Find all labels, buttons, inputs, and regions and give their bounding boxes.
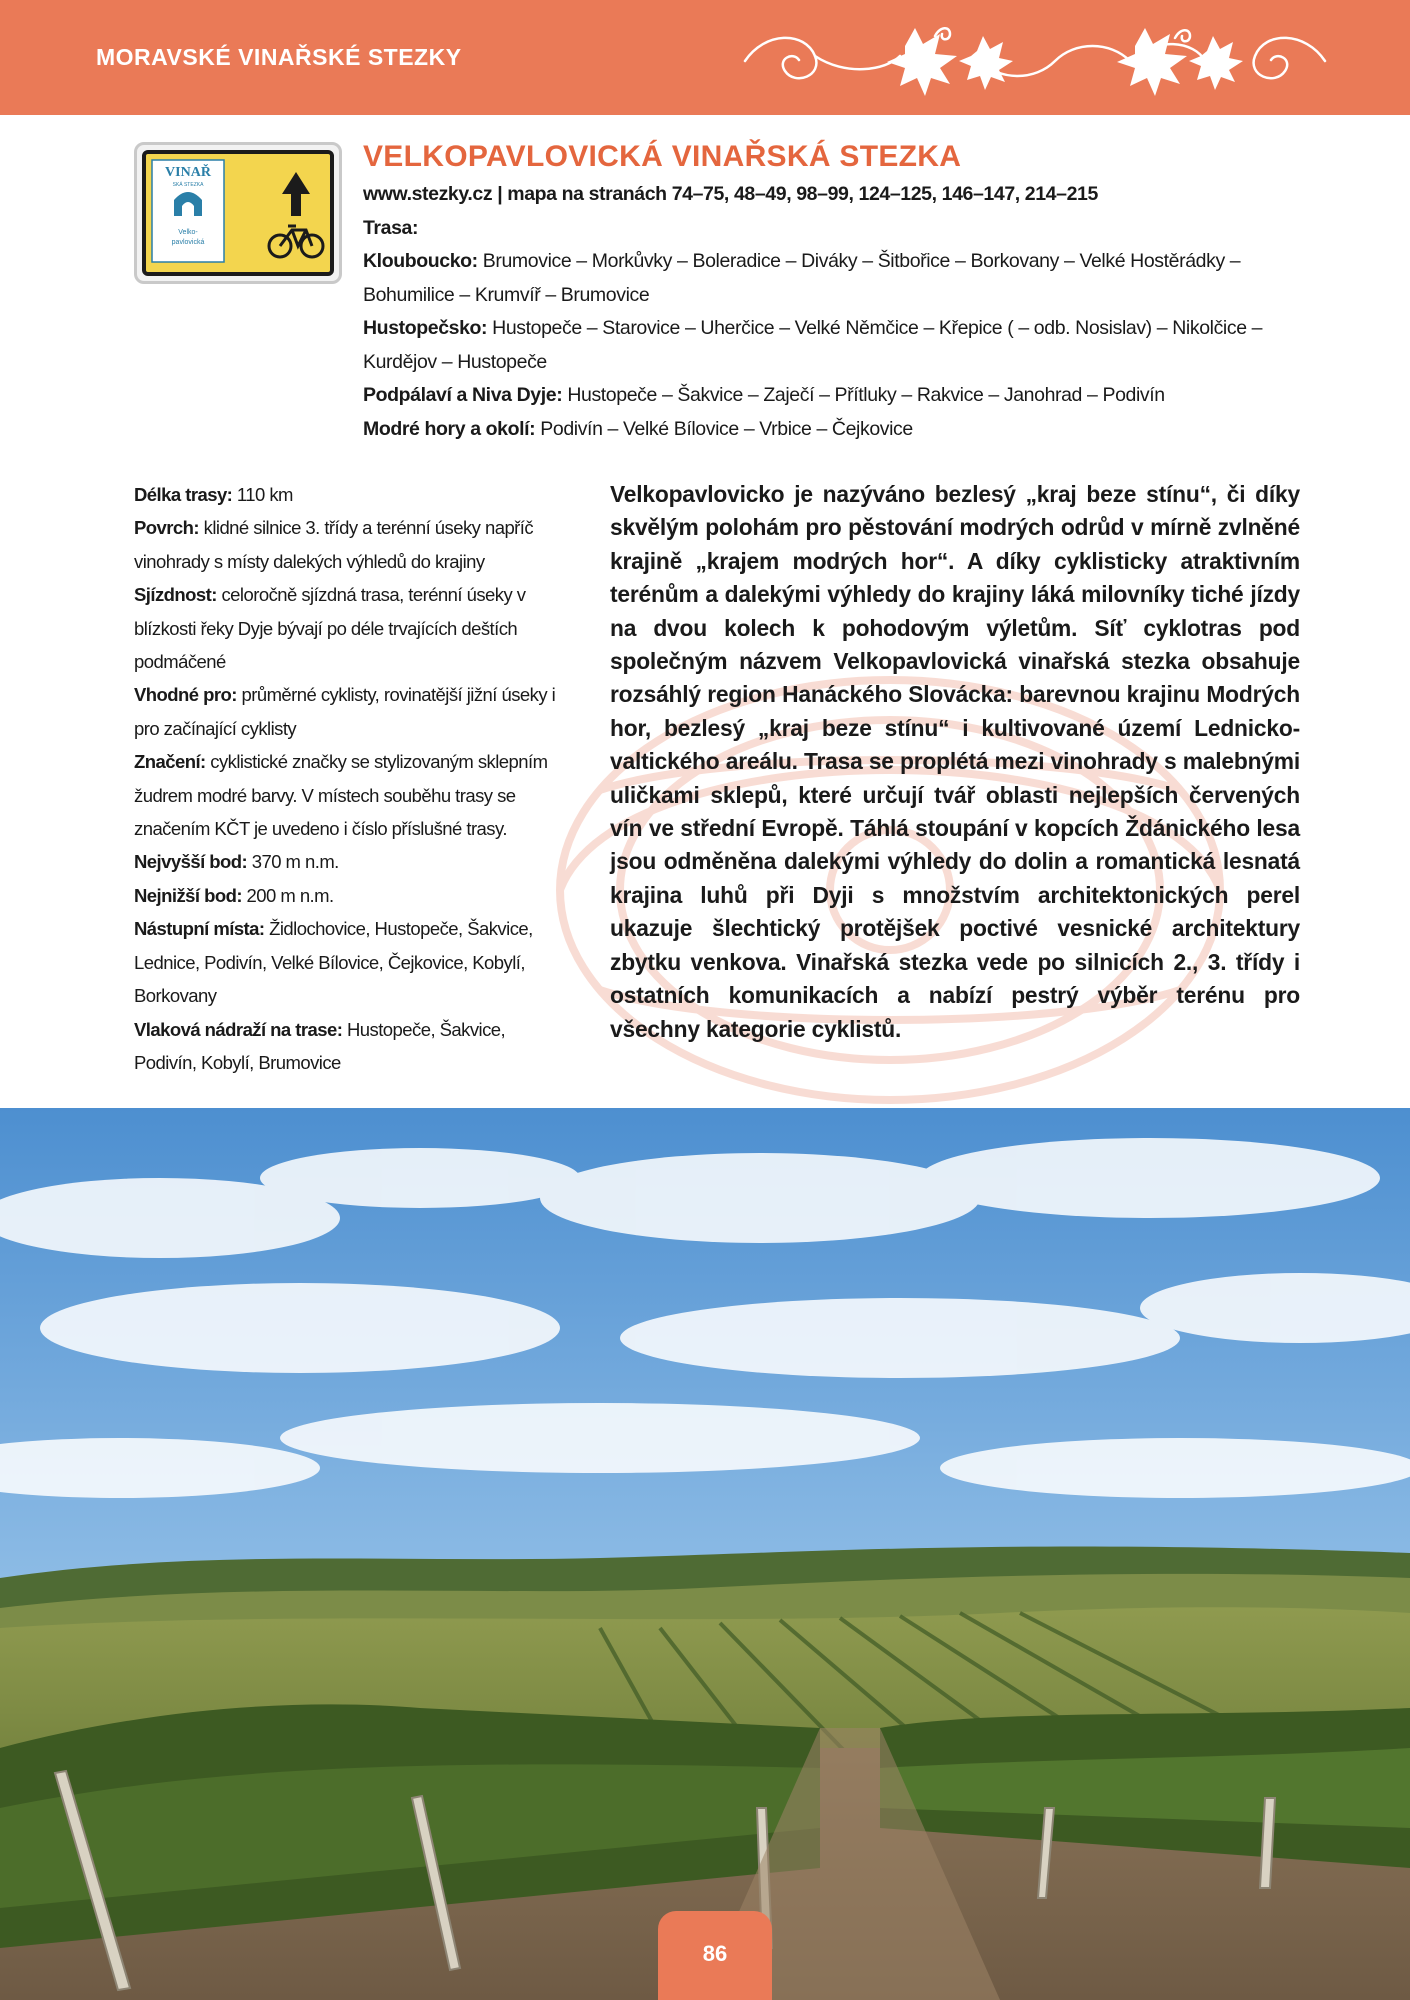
sign-line-4: pavlovická xyxy=(171,239,205,246)
route-title: VELKOPAVLOVICKÁ VINAŘSKÁ STEZKA xyxy=(363,140,962,173)
segment-name: Klouboucko: xyxy=(363,250,478,272)
fact-item xyxy=(134,511,566,578)
fact-label: Nejvyšší bod: xyxy=(134,851,248,873)
route-segment xyxy=(363,379,1303,413)
fact-label: Délka trasy: xyxy=(134,484,233,505)
segment-name: Podpálaví a Niva Dyje: xyxy=(363,384,563,406)
route-segment xyxy=(363,312,1303,379)
fact-label: Značení: xyxy=(134,751,206,773)
fact-item xyxy=(134,578,566,678)
page-number: 86 xyxy=(658,1911,772,2000)
fact-value: 110 km xyxy=(232,484,293,505)
sign-line-3: Velko- xyxy=(178,229,198,236)
header-bar xyxy=(0,0,1410,115)
fact-item xyxy=(134,745,566,845)
sign-line-2: SKÁ STEZKA xyxy=(172,182,204,188)
section-title: MORAVSKÉ VINAŘSKÉ STEZKY xyxy=(96,44,462,70)
route-sign-plate xyxy=(142,150,334,276)
fact-label: Sjízdnost: xyxy=(134,584,217,606)
vineyard-landscape-photo xyxy=(0,1108,1410,2000)
fact-value: Hustopeče, Šakvice, Podivín, Kobylí, Brumovice xyxy=(134,1018,506,1073)
grape-leaf-ornament-icon xyxy=(735,16,1335,106)
segment-name: Hustopečsko: xyxy=(363,317,488,339)
fact-value: Židlochovice, Hustopeče, Šakvice, Lednice, Podivín, Velké Bílovice, Čejkovice, Kobylí, Borkovany xyxy=(134,918,533,1007)
fact-item xyxy=(134,912,566,1012)
fact-item xyxy=(134,845,566,878)
fact-label: Nástupní místa: xyxy=(134,918,265,940)
route-facts xyxy=(134,478,566,1079)
sign-line-1: VINAŘ xyxy=(165,165,211,180)
vinarska-stezka-sign-icon xyxy=(146,154,340,274)
fact-value: klidné silnice 3. třídy a terénní úseky napříč vinohrady s místy dalekých výhledů do krajiny xyxy=(134,517,534,572)
fact-value: 370 m n.m. xyxy=(247,851,339,873)
web-line xyxy=(363,178,1303,212)
fact-item xyxy=(134,879,566,912)
segment-text: Hustopeče – Starovice – Uherčice – Velké Němčice – Křepice ( – odb. Nosislav) – Nikolčice – Kurdějov – Hustopeče xyxy=(363,317,1263,373)
fact-item xyxy=(134,478,566,511)
fact-label: Povrch: xyxy=(134,517,200,539)
route-segment xyxy=(363,413,1303,447)
route-segment xyxy=(363,245,1303,312)
fact-label: Nejnižší bod: xyxy=(134,884,242,906)
fact-value: průměrné cyklisty, rovinatější jižní úseky i pro začínající cyklisty xyxy=(134,684,556,739)
fact-label: Vhodné pro: xyxy=(134,684,237,706)
web-line-text: www.stezky.cz | mapa na stranách 74–75, 48–49, 98–99, 124–125, 146–147, 214–215 xyxy=(363,183,1098,205)
route-description: Velkopavlovicko je nazýváno bezlesý „kraj beze stínu“, či díky skvělým polohám pro pěstování modrých odrůd v mírně zvlněné krajině „krajem modrých hor“. A díky cyklisticky atraktivním terénům a dalekými výhledy do krajiny láká milovníky tiché jízdy na dvou kolech k pohodovým výletům. Síť cyklotras pod společným názvem Velkopavlovická vinařská stezka obsahuje rozsáhlý region Hanáckého Slovácka: barevnou krajinu Modrých hor, bezlesý „kraj beze stínu“ i kultivované území Lednicko-valtického areálu. Trasa se proplétá mezi vinohrady s malebnými uličkami sklepů, které určují tvář oblasti nejlepších červených vín ve střední Evropě. Táhlá stoupání v kopcích Ždánického lesa jsou odměněna dalekými výhledy do dolin a romantická lesnatá krajina luhů při Dyji s množstvím architektonických perel ukazuje šlechtický protějšek poctivé vesnické architektury zbytku venkova. Vinařská stezka vede po silnicích 2., 3. třídy i ostatních komunikacích a nabízí pestrý výběr terénu pro všechny kategorie cyklistů. xyxy=(610,481,1300,1042)
trasa-heading xyxy=(363,212,1303,246)
segment-name: Modré hory a okolí: xyxy=(363,417,536,440)
route-sign xyxy=(134,142,342,284)
fact-item xyxy=(134,678,566,745)
fact-value: 200 m n.m. xyxy=(241,884,334,906)
arrow-up-icon xyxy=(282,172,310,216)
trasa-label: Trasa: xyxy=(363,216,419,239)
bicycle-icon xyxy=(269,226,323,257)
segment-text: Podivín – Velké Bílovice – Vrbice – Čejkovice xyxy=(535,417,913,440)
route-info xyxy=(363,178,1303,446)
segment-text: Brumovice – Morkůvky – Boleradice – Diváky – Šitbořice – Borkovany – Velké Hostěrádky – Bohumilice – Krumvíř – Brumovice xyxy=(363,250,1241,306)
fact-value: cyklistické značky se stylizovaným sklepním žudrem modré barvy. V místech souběhu trasy se značením KČT je uvedeno i číslo příslušné trasy. xyxy=(134,751,548,840)
fact-item xyxy=(134,1013,566,1080)
fact-value: celoročně sjízdná trasa, terénní úseky v blízkosti řeky Dyje bývají po déle trvajících deštích podmáčené xyxy=(134,584,526,673)
segment-text: Hustopeče – Šakvice – Zaječí – Přítluky – Rakvice – Janohrad – Podivín xyxy=(562,384,1165,406)
fact-label: Vlaková nádraží na trase: xyxy=(134,1018,343,1040)
